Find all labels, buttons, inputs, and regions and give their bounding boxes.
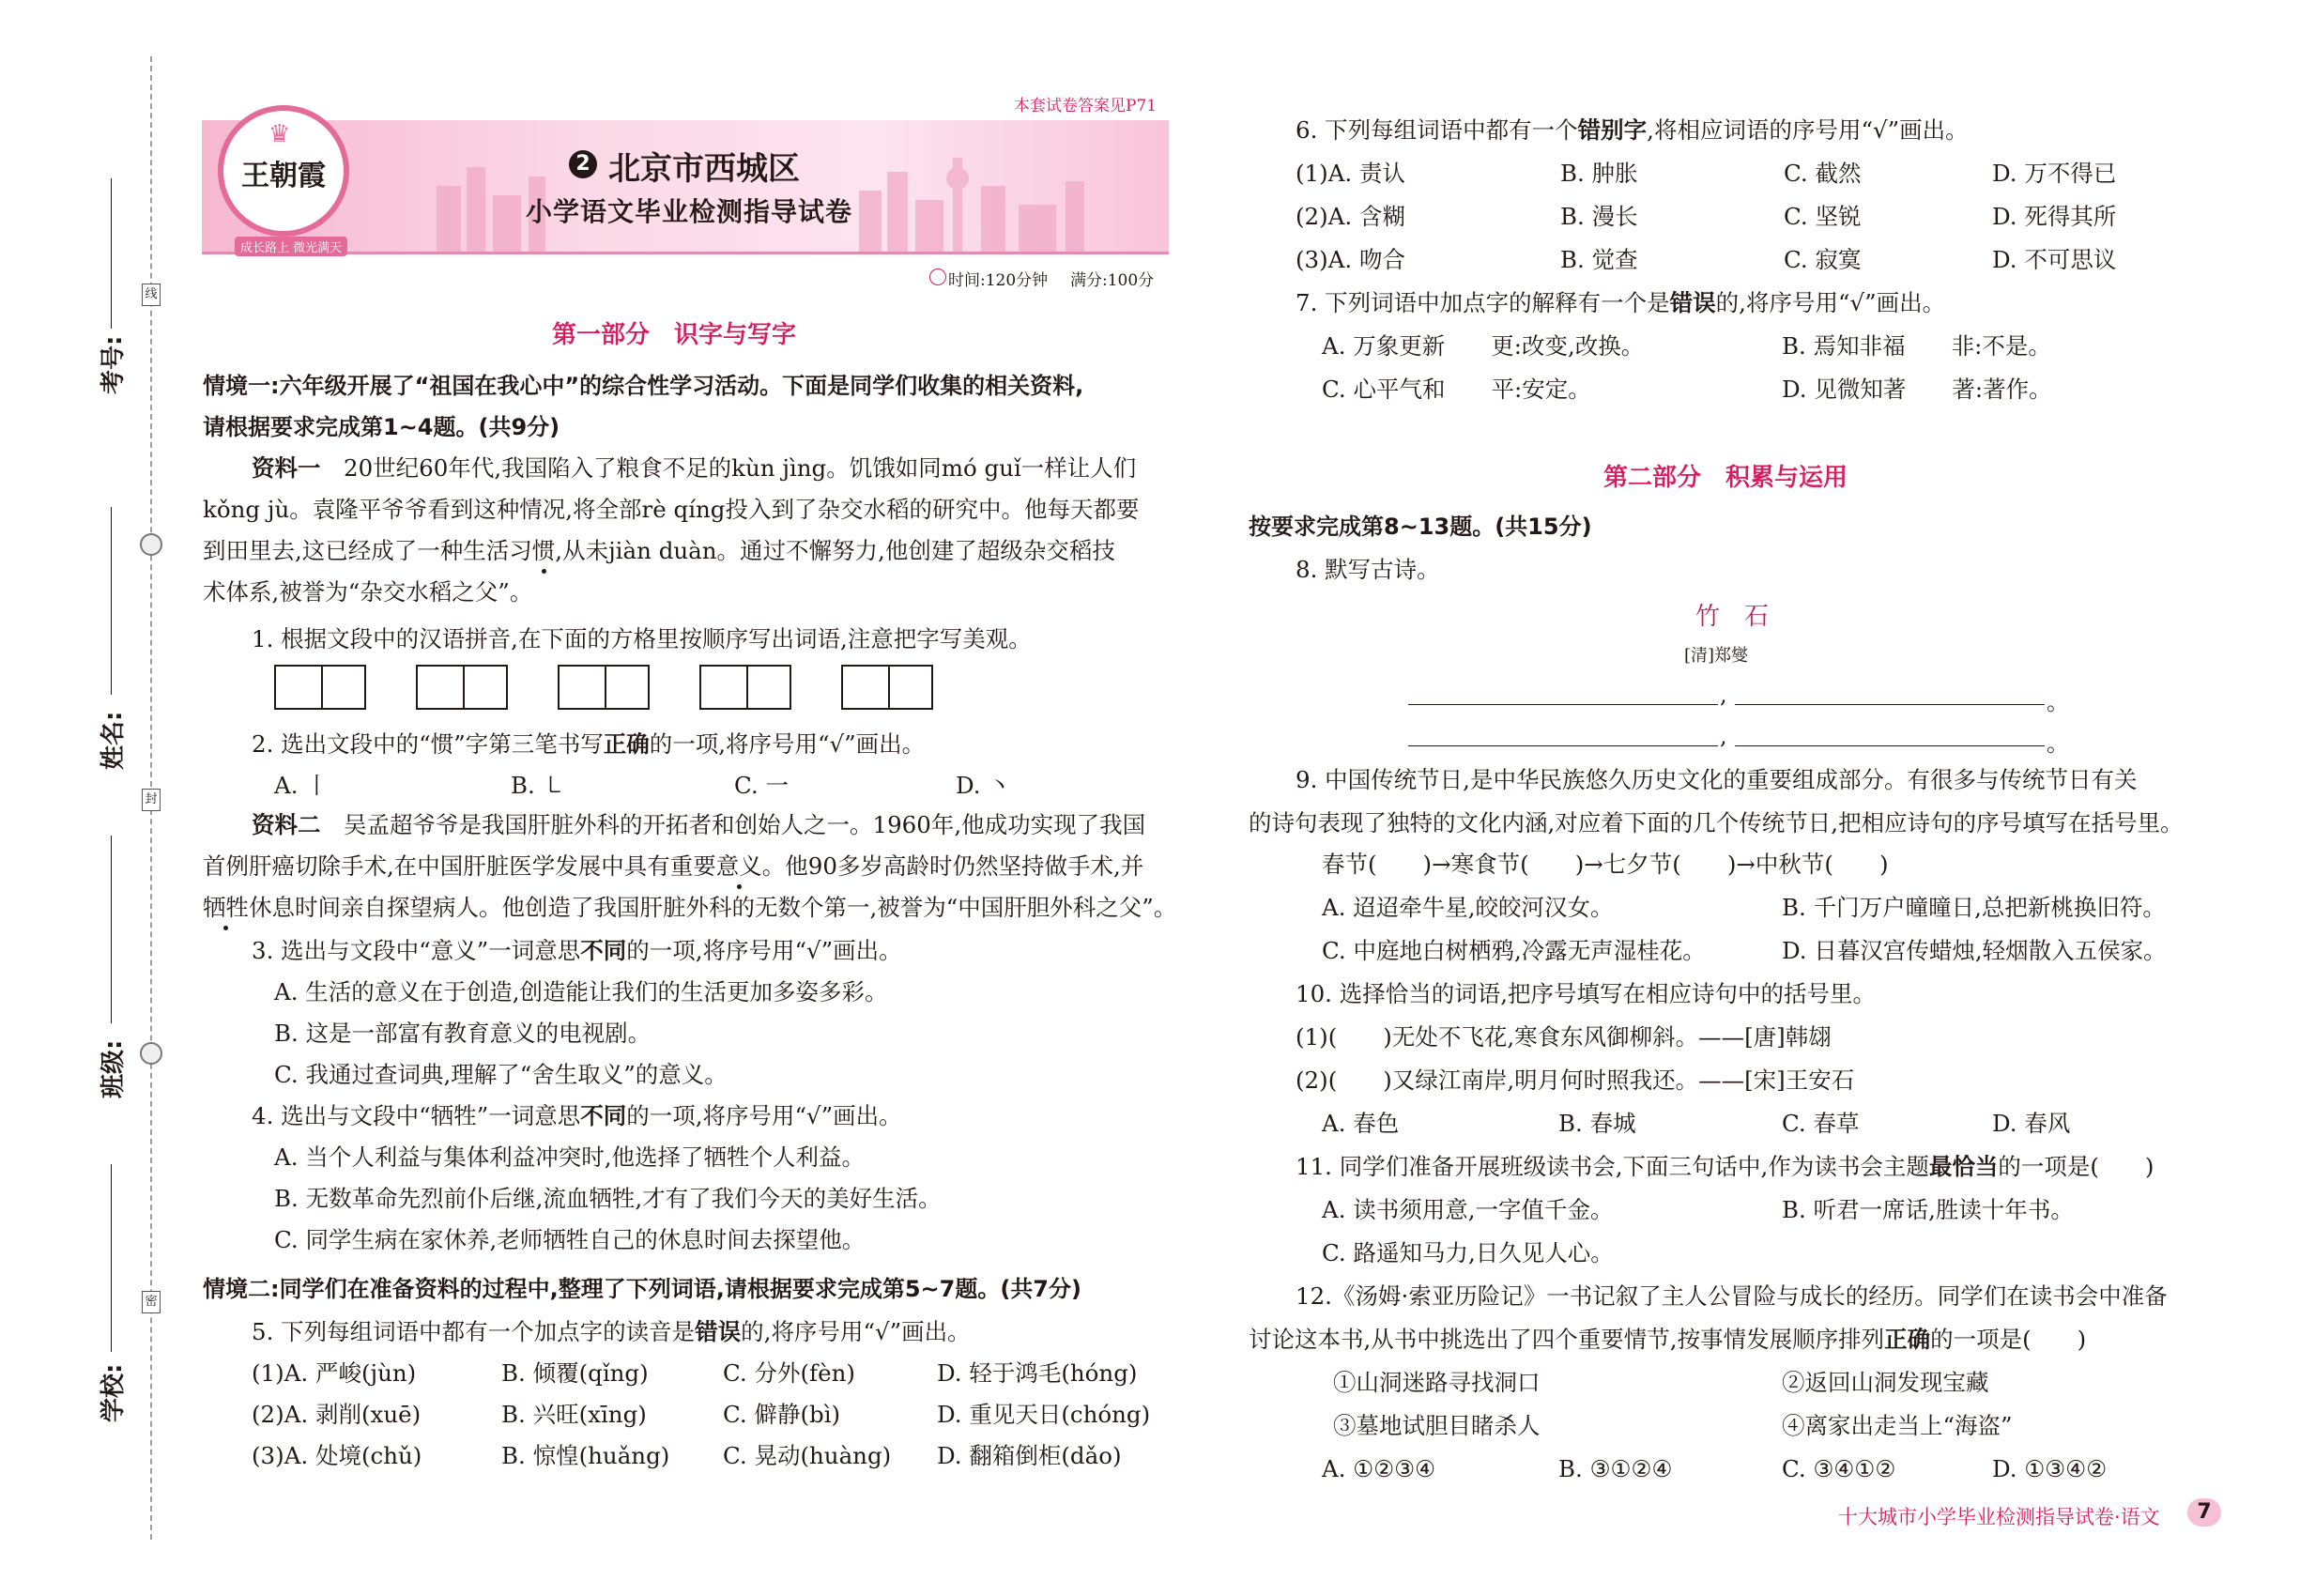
question-3-option-b[interactable]: B. 这是一部富有教育意义的电视剧。 [274,1020,652,1047]
poem-comma-1: , [1720,682,1727,708]
q10-option-b[interactable]: B. 春城 [1558,1110,1636,1137]
question-6 [1296,115,1969,146]
question-12-plot-4: ④离家出走当上“海盗” [1782,1412,2013,1439]
q5-3-option-d[interactable]: D. 翻箱倒柜(dǎo) [937,1442,1122,1469]
logo-slogan: 成长路上 微光满天 [235,237,347,256]
q10-option-a[interactable]: A. 春色 [1322,1110,1400,1137]
question-3-text-a: 3. 选出与文段中“意义”一词意思 [252,937,581,964]
q5-1-option-a[interactable]: (1)A. 严峻(jùn) [252,1359,417,1387]
logo-text: 王朝霞 [241,160,326,192]
class-label: 班级: [100,1039,128,1098]
material1-label: 资料一 [252,454,321,482]
q6-3-option-d[interactable]: D. 不可思议 [1992,246,2117,273]
question-12-plot-3: ③墓地试胆目睹杀人 [1333,1412,1541,1439]
question-11-option-c[interactable]: C. 路遥知马力,日久见人心。 [1322,1239,1614,1266]
q5-2-option-d[interactable]: D. 重见天日(chóng) [937,1401,1151,1428]
material1-line2: kǒng jù。袁隆平爷爷看到这种情况,将全部rè qíng投入到了杂交水稻的研究中。他每天都要 [203,496,1140,523]
material2-label: 资料二 [252,811,321,838]
material1-text3a: 到田里去,这已经成了一种生活习 [203,537,532,564]
q10-option-d[interactable]: D. 春风 [1992,1110,2071,1137]
poem-blank-3[interactable] [1408,745,1718,746]
q6-3-option-b[interactable]: B. 觉查 [1560,246,1638,273]
option-d[interactable]: D. 丶 [956,772,1011,799]
question-5-text-c: 的,将序号用“√”画出。 [741,1318,971,1345]
question-2-text-c: 的一项,将序号用“√”画出。 [649,730,926,758]
q6-2-option-d[interactable]: D. 死得其所 [1992,203,2117,230]
exam-number-badge: 2 [569,150,597,178]
question-8: 8. 默写古诗。 [1296,556,1440,583]
exam-subtitle: 小学语文毕业检测指导试卷 [526,196,853,227]
question-9-festivals[interactable]: 春节( )→寒食节( )→七夕节( )→中秋节( ) [1322,851,1889,878]
q5-3-option-a[interactable]: (3)A. 处境(chǔ) [252,1442,422,1469]
question-3-option-a[interactable]: A. 生活的意义在于创造,创造能让我们的生活更加多姿多彩。 [274,978,888,1005]
q7-option-c[interactable]: C. 心平气和 平:安定。 [1322,376,1591,403]
q5-3-option-c[interactable]: C. 晃动(huàng) [723,1442,892,1469]
poem-period-1: 。 [2047,689,2069,715]
binding-mark-line: 线 [142,284,161,306]
question-4-option-b[interactable]: B. 无数革命先烈前仆后继,流血牺牲,才有了我们今天的美好生活。 [274,1185,942,1212]
question-1 [252,623,1032,655]
q6-2-option-c[interactable]: C. 坚锐 [1784,203,1862,230]
question-2-emphasis: 正确 [603,730,650,758]
q6-1-option-c[interactable]: C. 截然 [1784,160,1862,187]
q5-3-option-b[interactable]: B. 惊惶(huǎng) [501,1442,670,1469]
question-9-option-c[interactable]: C. 中庭地白树栖鸦,冷露无声湿桂花。 [1322,937,1706,964]
question-7 [1296,287,1945,319]
question-5 [252,1316,971,1348]
poem-author: [清]郑燮 [1684,646,1749,666]
question-12-line2 [1249,1324,2086,1356]
q6-2-option-a[interactable]: (2)A. 含糊 [1296,203,1405,230]
q12-option-d[interactable]: D. ①③④② [1992,1455,2108,1482]
question-6-text-c: ,将相应词语的序号用“√”画出。 [1647,116,1969,144]
poem-comma-2: , [1720,723,1727,749]
question-1-text: 1. 根据文段中的汉语拼音,在下面的方格里按顺序写出词语,注意把字写美观。 [252,625,1032,652]
material2-line1 [252,809,1145,841]
class-field[interactable] [111,836,112,1023]
name-field[interactable] [111,507,112,695]
question-11-emphasis: 最恰当 [1928,1153,1999,1180]
q6-1-option-d[interactable]: D. 万不得已 [1992,160,2117,187]
q5-2-option-b[interactable]: B. 兴旺(xīng) [501,1401,647,1428]
part2-title: 第二部分 积累与运用 [1603,464,1848,492]
question-4-option-c[interactable]: C. 同学生病在家休养,老师牺牲自己的休息时间去探望他。 [274,1226,866,1253]
q5-2-option-a[interactable]: (2)A. 剥削(xuē) [252,1401,422,1428]
situation1-line2: 请根据要求完成第1~4题。(共9分) [203,414,560,440]
part1-title: 第一部分 识字与写字 [552,321,797,349]
question-12-emphasis: 正确 [1884,1326,1931,1353]
answer-box-5[interactable] [841,665,933,710]
question-10-item-2[interactable]: (2)( )又绿江南岸,明月何时照我还。——[宋]王安石 [1296,1067,1855,1094]
question-12-plot-1: ①山洞迷路寻找洞口 [1333,1369,1541,1396]
option-c[interactable]: C. 一 [734,772,789,799]
name-label: 姓名: [100,711,128,770]
material1-line1 [252,453,1136,484]
question-3-option-c[interactable]: C. 我通过查词典,理解了“舍生取义”的意义。 [274,1061,728,1088]
q6-3-option-c[interactable]: C. 寂寞 [1784,246,1862,273]
material2-line2 [203,851,1143,882]
question-4-text-a: 4. 选出与文段中“牺牲”一词意思 [252,1102,581,1129]
poem-blank-4[interactable] [1735,745,2045,746]
question-11-option-a[interactable]: A. 读书须用意,一字值千金。 [1322,1196,1614,1223]
option-a[interactable]: A. 丨 [274,772,329,799]
question-10-item-1[interactable]: (1)( )无处不飞花,寒食东风御柳斜。——[唐]韩翃 [1296,1023,1832,1051]
question-3-emphasis: 不同 [580,937,627,964]
binding-mark-seal: 封 [142,789,161,811]
question-12-text-a: 讨论这本书,从书中挑选出了四个重要情节,按事情发展顺序排列 [1249,1326,1885,1353]
time-label: 时间:120分钟 [948,271,1049,290]
question-12-line1: 12.《汤姆·索亚历险记》一书记叙了主人公冒险与成长的经历。同学们在读书会中准备 [1296,1282,2168,1310]
question-9-option-d[interactable]: D. 日暮汉宫传蜡烛,轻烟散入五侯家。 [1782,937,2167,964]
logo-crown-icon: ♛ [268,120,291,148]
question-12-plot-2: ②返回山洞发现宝藏 [1782,1369,1989,1396]
question-11-text-a: 11. 同学们准备开展班级读书会,下面三句话中,作为读书会主题 [1296,1153,1929,1180]
question-12-text-c: 的一项是( ) [1930,1326,2087,1353]
poem-blank-2[interactable] [1735,704,2045,705]
answer-box-3[interactable] [558,665,650,710]
binding-hole-top [140,533,162,556]
answer-box-1[interactable] [274,665,366,710]
material1-line4: 术体系,被誉为“杂交水稻之父”。 [203,578,533,606]
situation1-line1: 情境一:六年级开展了“祖国在我心中”的综合性学习活动。下面是同学们收集的相关资料, [203,373,1084,399]
question-6-text-a: 6. 下列每组词语中都有一个 [1296,116,1578,144]
q5-1-option-b[interactable]: B. 倾覆(qǐng) [501,1359,649,1387]
question-11 [1296,1151,2154,1183]
question-9-line1: 9. 中国传统节日,是中华民族悠久历史文化的重要组成部分。有很多与传统节日有关 [1296,766,2138,793]
exam-title: 北京市西城区 [608,150,800,188]
q6-2-option-b[interactable]: B. 漫长 [1560,203,1638,230]
footer-series: 十大城市小学毕业检测指导试卷·语文 [1838,1506,2160,1528]
question-9-option-a[interactable]: A. 迢迢牵牛星,皎皎河汉女。 [1322,894,1614,921]
exam-number-label: 考号: [100,335,128,394]
question-6-emphasis: 错别字 [1577,116,1648,144]
page-number: 7 [2187,1498,2221,1527]
poem-title: 竹 石 [1695,603,1770,631]
q12-option-c[interactable]: C. ③④①② [1782,1455,1896,1482]
dotted-word-yiyi: 意义 [716,851,762,882]
situation2: 情境二:同学们在准备资料的过程中,整理了下列词语,请根据要求完成第5~7题。(共7分) [203,1276,1081,1302]
question-11-option-b[interactable]: B. 听君一席话,胜读十年书。 [1782,1196,2074,1223]
question-3-text-c: 的一项,将序号用“√”画出。 [626,937,902,964]
clock-icon [929,269,946,285]
q10-option-c[interactable]: C. 春草 [1782,1110,1860,1137]
question-4-text-c: 的一项,将序号用“√”画出。 [626,1102,902,1129]
material1-text1: 20世纪60年代,我国陷入了粮食不足的kùn jìng。饥饿如同mó guǐ一样让人们 [344,454,1137,482]
answer-box-4[interactable] [699,665,791,710]
q5-1-option-c[interactable]: C. 分外(fèn) [723,1359,855,1387]
question-9-option-b[interactable]: B. 千门万户曈曈日,总把新桃换旧符。 [1782,894,2166,921]
material1-line3 [203,535,1115,567]
q7-option-d[interactable]: D. 见微知著 著:著作。 [1782,376,2052,403]
score-label: 满分:100分 [1070,271,1155,290]
question-7-text-a: 7. 下列词语中加点字的解释有一个是 [1296,289,1670,316]
school-field[interactable] [111,1164,112,1352]
question-3 [252,935,902,967]
brand-logo [218,105,349,237]
question-9-line2: 的诗句表现了独特的文化内涵,对应着下面的几个传统节日,把相应诗句的序号填写在括号里。 [1249,809,2184,836]
question-2-text-a: 2. 选出文段中的“惯”字第三笔书写 [252,730,604,758]
material1-text3c: ,从未jiàn duàn。通过不懈努力,他创建了超级杂交稻技 [555,537,1115,564]
question-4-option-a[interactable]: A. 当个人利益与集体利益冲突时,他选择了牺牲个人利益。 [274,1143,866,1171]
q5-1-option-d[interactable]: D. 轻于鸿毛(hóng) [937,1359,1138,1387]
q6-3-option-a[interactable]: (3)A. 吻合 [1296,246,1405,273]
q7-option-b[interactable]: B. 焉知非福 非:不是。 [1782,332,2051,360]
q7-option-a[interactable]: A. 万象更新 更:改变,改换。 [1322,332,1645,360]
exam-number-field[interactable] [111,178,112,329]
q5-2-option-c[interactable]: C. 僻静(bì) [723,1401,841,1428]
poem-blank-1[interactable] [1408,704,1718,705]
question-5-emphasis: 错误 [695,1318,742,1345]
material2-text3b: 休息时间亲自探望病人。他创造了我国肝脏外科的无数个第一,被誉为“中国肝胆外科之父”。 [249,894,1177,921]
dotted-char-guan: 惯 [532,535,556,567]
material2-text1: 吴孟超爷爷是我国肝脏外科的开拓者和创始人之一。1960年,他成功实现了我国 [344,811,1146,838]
school-label: 学校: [100,1363,128,1422]
poem-period-2: 。 [2047,730,2069,757]
answer-box-2[interactable] [416,665,508,710]
material2-line3 [203,892,1176,924]
question-7-emphasis: 错误 [1669,289,1716,316]
part2-intro: 按要求完成第8~13题。(共15分) [1249,514,1592,540]
q6-1-option-b[interactable]: B. 肿胀 [1560,160,1638,187]
question-4-emphasis: 不同 [580,1102,627,1129]
question-7-text-c: 的,将序号用“√”画出。 [1715,289,1946,316]
material2-text2a: 首例肝癌切除手术,在中国肝脏医学发展中具有重要 [203,852,716,880]
q12-option-a[interactable]: A. ①②③④ [1322,1455,1436,1482]
dotted-word-xisheng: 牺牲 [203,892,249,924]
binding-hole-bottom [140,1042,162,1065]
material2-text2c: 。他90多岁高龄时仍然坚持做手术,并 [761,852,1144,880]
question-5-text-a: 5. 下列每组词语中都有一个加点字的读音是 [252,1318,696,1345]
answer-reference: 本套试卷答案见P71 [1014,97,1158,115]
q6-1-option-a[interactable]: (1)A. 责认 [1296,160,1405,187]
q12-option-b[interactable]: B. ③①②④ [1558,1455,1673,1482]
question-4 [252,1100,902,1132]
question-10: 10. 选择恰当的词语,把序号填写在相应诗句中的括号里。 [1296,980,1877,1007]
option-b[interactable]: B. ㇄ [511,772,566,799]
binding-mark-secret: 密 [142,1291,161,1313]
question-2 [252,729,925,760]
question-11-text-c: 的一项是( ) [1998,1153,2154,1180]
